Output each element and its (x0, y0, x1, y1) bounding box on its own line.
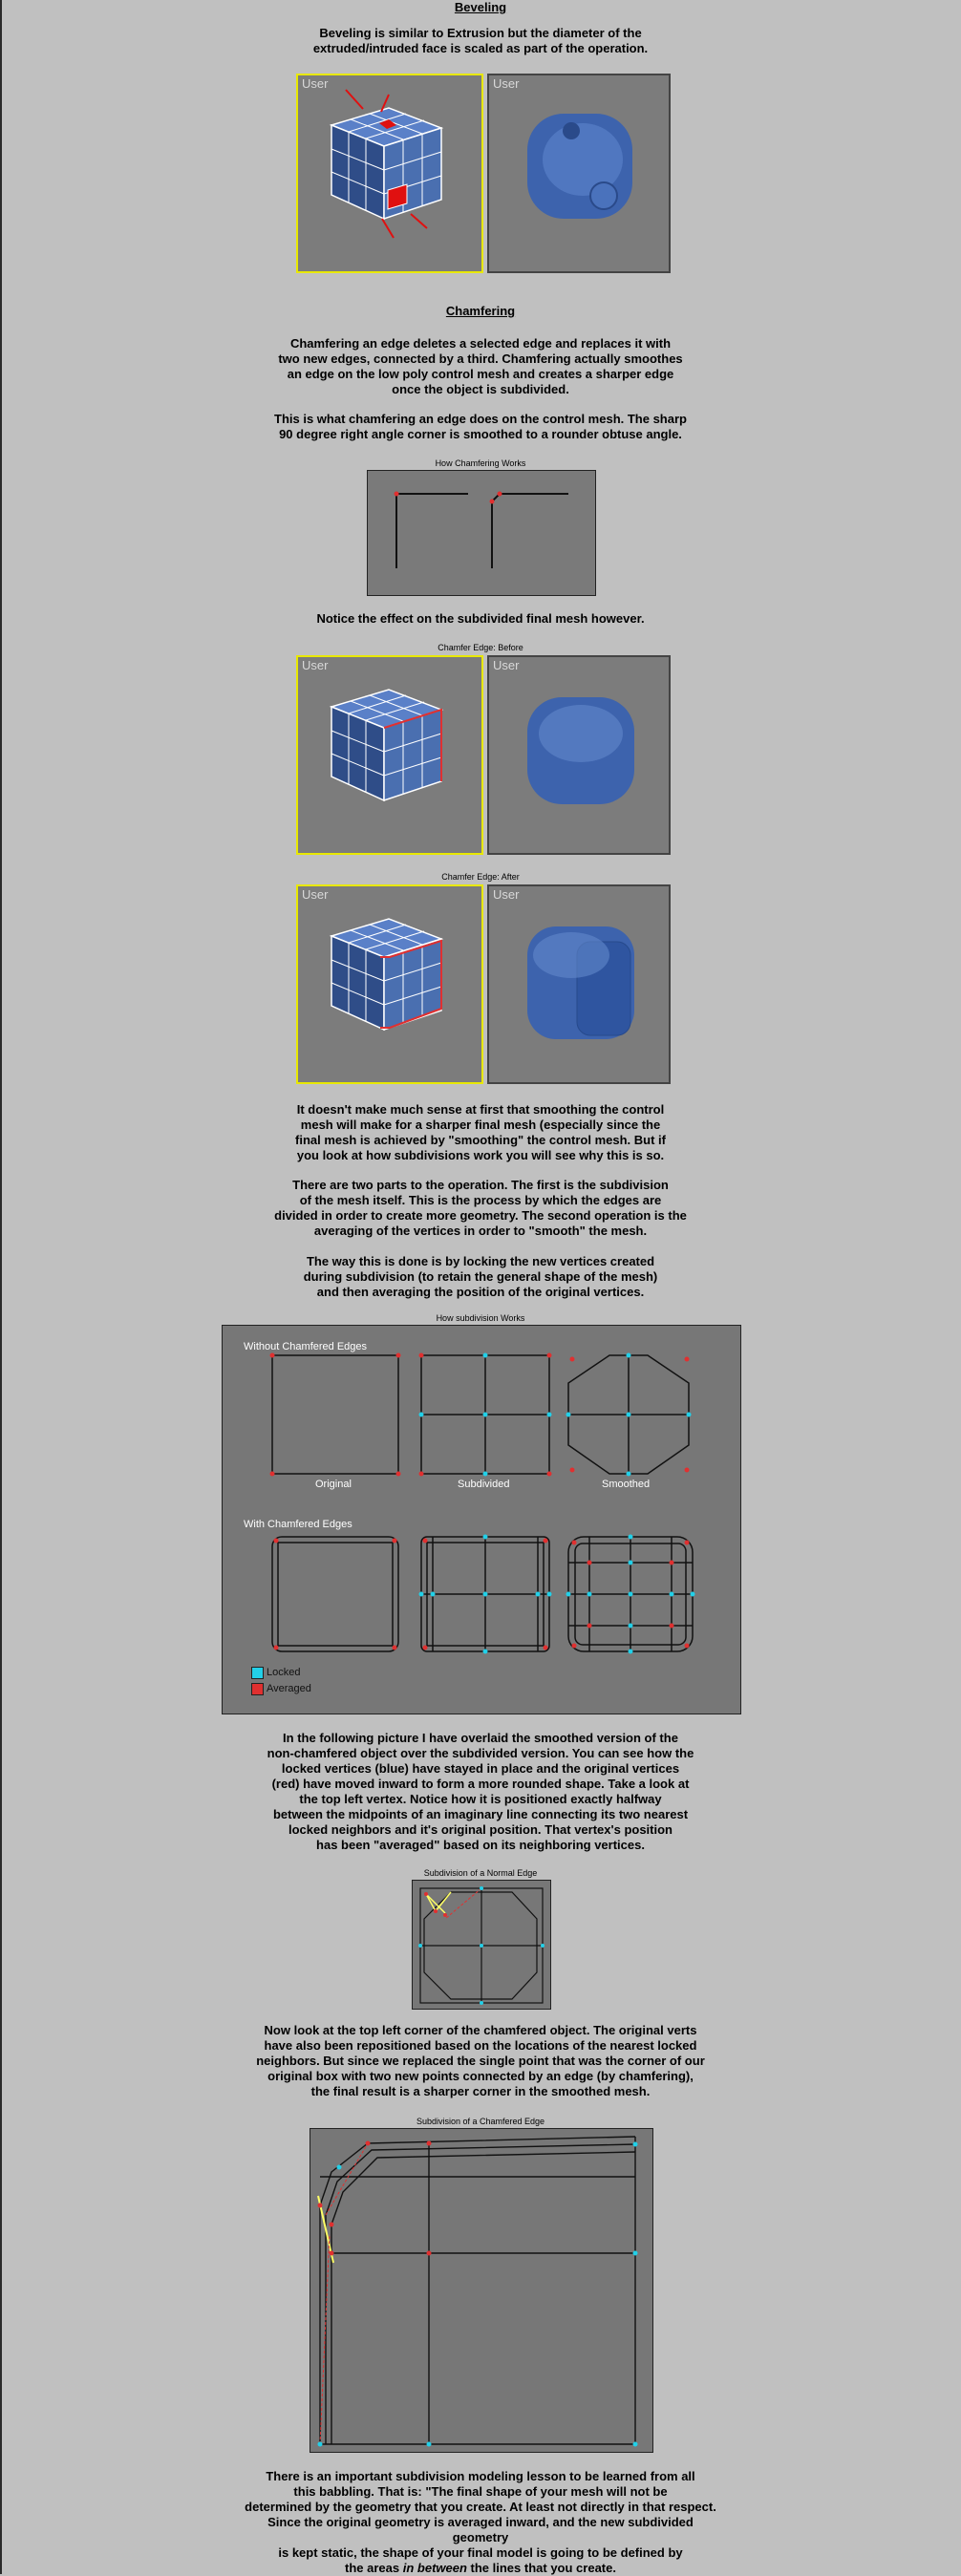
text-line: have also been repositioned based on the locations of the nearest locked (264, 2038, 697, 2053)
how-chamfering-caption: How Chamfering Works (435, 458, 526, 468)
chamfer-after-smoothed-viewport (487, 884, 671, 1084)
text-line: the final result is a sharper corner in the smoothed mesh. (310, 2084, 651, 2098)
chamfer-before-smoothed-viewport (487, 655, 671, 855)
sharper-smoothed-cube-image (489, 886, 671, 1084)
chamfered-edge-diagram (310, 2128, 653, 2453)
text-line: between the midpoints of an imaginary line connecting its two nearest (272, 1807, 689, 1821)
subdivision-drawings (223, 1326, 742, 1715)
emphasis-text: in between (402, 2561, 467, 2575)
normal-edge-diagram (412, 1880, 551, 2010)
viewport-label: User (493, 887, 520, 902)
text-line: during subdivision (to retain the general shape of the mesh) (303, 1269, 658, 1284)
text-line: There is an important subdivision modeling lesson to be learned from all (266, 2469, 695, 2483)
text-line: is kept static, the shape of your final model is going to be defined by (278, 2545, 683, 2560)
chamfered-control-cube-image (298, 886, 483, 1084)
text-span: the areas (345, 2561, 403, 2575)
text-line: two new edges, connected by a third. Chamfering actually smoothes (278, 351, 683, 366)
smoothed-cube-image (489, 657, 671, 855)
subdivided-label: Subdivided (458, 1479, 510, 1490)
text-line: neighbors. But since we replaced the single point that was the corner of our (256, 2054, 705, 2068)
chamfering-text-2 (242, 412, 719, 442)
text-line: an edge on the low poly control mesh and creates a sharper edge (287, 367, 674, 381)
text-line: 90 degree right angle corner is smoothed to a rounder obtuse angle. (279, 427, 682, 441)
beveling-text (242, 26, 719, 56)
text-line: of the mesh itself. This is the process by which the edges are (299, 1193, 662, 1207)
original-label: Original (315, 1479, 352, 1490)
viewport-label: User (302, 887, 329, 902)
text-line: locked neighbors and it's original position. That vertex's position (288, 1822, 673, 1837)
text-line: original box with two new points connected by an edge (by chamfering), (267, 2069, 694, 2083)
bevel-viewport-smoothed (487, 74, 671, 273)
explain-text-3 (242, 1254, 719, 1300)
legend-averaged-swatch (251, 1683, 264, 1695)
left-border (0, 0, 2, 2574)
text-line: you look at how subdivisions work you will see why this is so. (296, 1148, 665, 1162)
normal-edge-caption: Subdivision of a Normal Edge (423, 1868, 538, 1878)
without-chamfer-label: Without Chamfered Edges (244, 1341, 368, 1352)
text-line: extruded/intruded face is scaled as part of the operation. (312, 41, 649, 55)
explain-text-2 (242, 1178, 719, 1239)
text-line: the top left vertex. Notice how it is positioned exactly halfway (299, 1792, 662, 1806)
text-line: Beveling is similar to Extrusion but the diameter of the (319, 26, 642, 40)
text-line: There are two parts to the operation. The first is the subdivision (292, 1178, 669, 1192)
text-line: mesh will make for a sharper final mesh (especially since the (300, 1118, 661, 1132)
viewport-label: User (493, 76, 520, 91)
chamfer-before-control-viewport (296, 655, 483, 855)
chamfer-before-caption: Chamfer Edge: Before (438, 643, 523, 652)
text-line: locked vertices (blue) have stayed in place and the original vertices (281, 1761, 680, 1776)
chamfering-heading: Chamfering (445, 304, 516, 318)
viewport-label: User (302, 658, 329, 672)
smoothed-label: Smoothed (602, 1479, 651, 1490)
explain-text-1 (242, 1102, 719, 1163)
control-cube-image (298, 657, 483, 855)
how-chamfering-diagram (367, 470, 596, 596)
text-line: This is what chamfering an edge does on the control mesh. The sharp (274, 412, 687, 426)
text-line: In the following picture I have overlaid the smoothed version of the (283, 1731, 678, 1745)
text-line: It doesn't make much sense at first that smoothing the control (296, 1102, 665, 1117)
subdivision-caption: How subdivision Works (436, 1313, 525, 1323)
beveling-heading: Beveling (454, 0, 507, 14)
text-line: divided in order to create more geometry. The second operation is the (274, 1208, 687, 1223)
viewport-label: User (493, 658, 520, 672)
bevel-viewport-control (296, 74, 483, 273)
text-line: this babbling. That is: "The final shape of your mesh will not be (293, 2484, 668, 2499)
text-span: the lines that you create. (466, 2561, 616, 2575)
text-line: non-chamfered object over the subdivided version. You can see how the (267, 1746, 694, 1760)
overlay-text (242, 1731, 719, 1853)
text-line: Now look at the top left corner of the chamfered object. The original verts (264, 2023, 697, 2037)
subdivision-diagram (222, 1325, 741, 1714)
normal-edge-drawing (413, 1881, 552, 2011)
with-chamfer-label: With Chamfered Edges (244, 1519, 352, 1530)
legend-locked-swatch (251, 1667, 264, 1679)
legend-averaged-label: Averaged (267, 1683, 311, 1694)
smoothed-beveled-cube-image (489, 75, 671, 273)
beveled-cube-wireframe-image (298, 75, 483, 273)
text-line: Chamfering an edge deletes a selected edge and replaces it with (289, 336, 672, 351)
chamfer-corner-drawing (368, 471, 597, 597)
text-line: (red) have moved inward to form a more rounded shape. Take a look at (271, 1777, 690, 1791)
chamfered-edge-drawing (310, 2129, 654, 2454)
legend-locked-label: Locked (267, 1667, 301, 1678)
text-line: once the object is subdivided. (392, 382, 569, 396)
lesson-text (242, 2469, 719, 2576)
corner-text (242, 2023, 719, 2099)
chamfered-edge-caption: Subdivision of a Chamfered Edge (416, 2117, 545, 2126)
chamfer-after-control-viewport (296, 884, 483, 1084)
text-line: has been "averaged" based on its neighboring vertices. (316, 1838, 645, 1852)
viewport-label: User (302, 76, 329, 91)
notice-text: Notice the effect on the subdivided final mesh however. (316, 611, 645, 626)
text-line: determined by the geometry that you create. At least not directly in that respect. (245, 2500, 716, 2514)
text-line: The way this is done is by locking the new vertices created (306, 1254, 655, 1268)
chamfer-after-caption: Chamfer Edge: After (441, 872, 520, 882)
text-line: and then averaging the position of the original vertices. (316, 1285, 645, 1299)
text-line: Since the original geometry is averaged inward, and the new subdivided geometry (267, 2515, 694, 2544)
text-line: final mesh is achieved by "smoothing" the control mesh. But if (295, 1133, 666, 1147)
text-line: averaging of the vertices in order to "smooth" the mesh. (313, 1224, 648, 1238)
chamfering-text (242, 336, 719, 397)
